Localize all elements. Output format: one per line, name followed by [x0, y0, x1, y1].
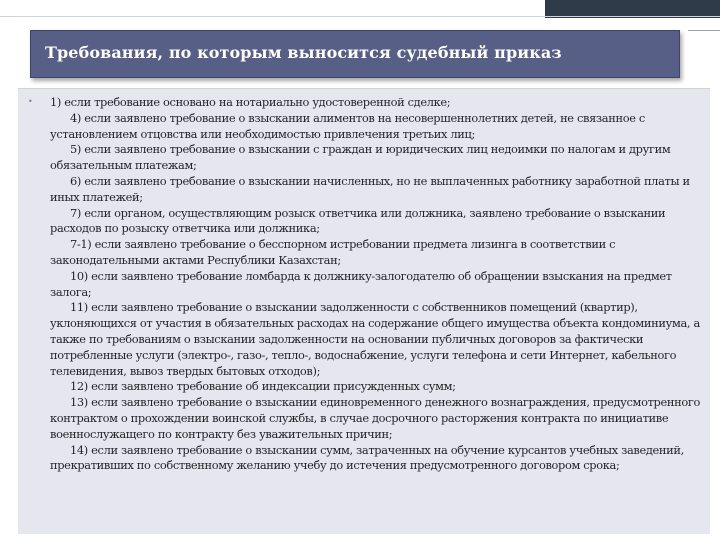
bullet-marker: • [28, 97, 33, 106]
list-item: 10) если заявлено требование ломбарда к должнику-залогодателю об обращении взыскания на предмет залога; [50, 268, 672, 299]
list-item: 5) если заявлено требование о взыскании с граждан и юридических лиц недоимки по налогам и другим обязательным платежам; [50, 142, 671, 173]
slide-title: Требования, по которым выносится судебный приказ [45, 43, 562, 62]
title-bar [30, 30, 680, 78]
top-strip [0, 0, 545, 12]
list-item: 6) если заявлено требование о взыскании начисленных, но не выплаченных работнику заработной платы и иных платежей; [50, 173, 690, 204]
corner-rule [688, 30, 720, 31]
list-item: 7) если органом, осуществляющим розыск ответчика или должника, заявлено требование о взыскании расходов по розыску ответчика или должника; [50, 205, 666, 236]
list-item: 12) если заявлено требование об индексации присужденных сумм; [70, 379, 456, 394]
list-item: 1) если требование основано на нотариально удостоверенной сделке; [50, 95, 451, 109]
list-item: 14) если заявлено требование о взыскании сумм, затраченных на обучение курсантов учебных заведений, прекративших по собственному желанию учебу до истечения предусмотренного договором срока; [50, 442, 684, 473]
list-item: 11) если заявлено требование о взыскании задолженности с собственников помещений (квартир), уклоняющихся от участия в обязательных расходах на содержание общего имущества объекта кондоминиума, а также по требованиям о взыскании задолженности на основании публичных договоров за фактически потребленные услуги (электро-, газо-, тепло-, водоснабжение, услуги телефона и сети Интернет, кабельного телевидения, вывоз твердых бытовых отходов); [50, 300, 700, 378]
requirements-list [50, 95, 705, 474]
content-panel [18, 88, 710, 534]
list-item: 7-1) если заявлено требование о бесспорном истребовании предмета лизинга в соответствии с законодательными актами Республики Казахстан; [50, 237, 616, 267]
list-item: 13) если заявлено требование о взыскании единовременного денежного вознаграждения, предусмотренного контрактом о прохождении воинской службы, в случае досрочного расторжения контракта по инициативе военнослужащего по контракту без уважительных причин; [50, 395, 700, 441]
list-item: 4) если заявлено требование о взыскании алиментов на несовершеннолетних детей, не связанное с установлением отцовства или необходимостью привлечения третьих лиц; [50, 110, 645, 141]
top-divider [0, 16, 720, 17]
